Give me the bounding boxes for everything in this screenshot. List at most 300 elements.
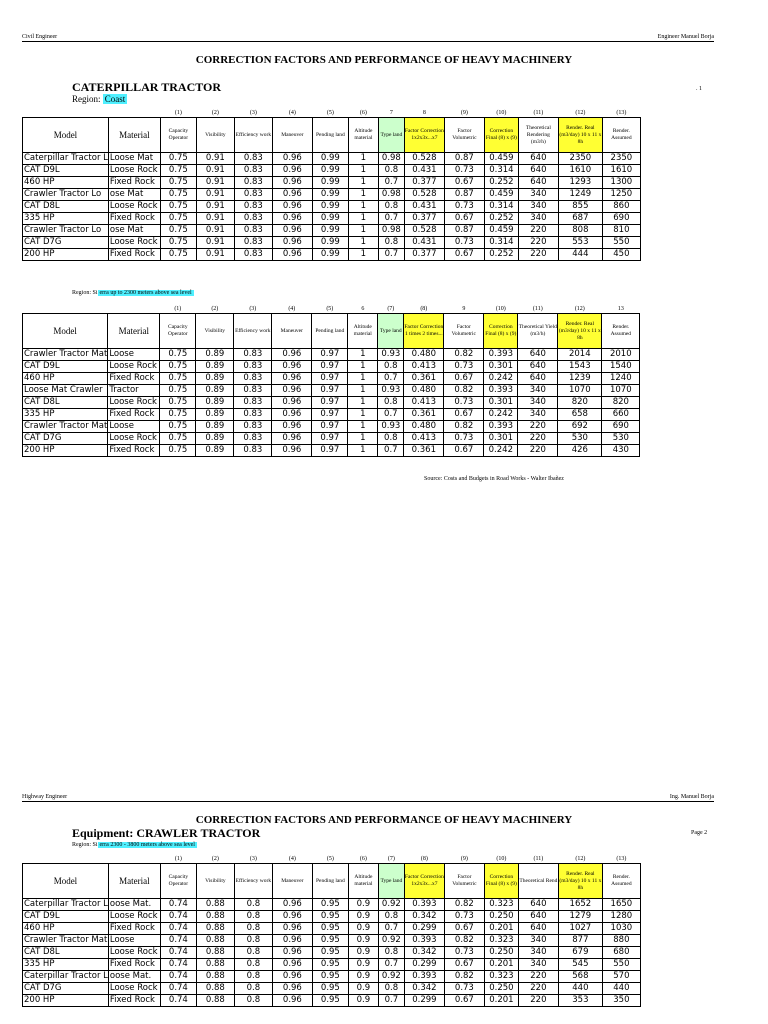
value-cell: 0.96: [272, 349, 312, 361]
column-header: Render. Real (m3/day) 10 x 11 x 8h: [558, 118, 602, 153]
value-cell: 0.67: [444, 959, 484, 971]
value-cell: 0.9: [348, 959, 378, 971]
value-cell: 0.73: [444, 201, 484, 213]
value-cell: 0.75: [160, 225, 196, 237]
value-cell: 1610: [558, 165, 602, 177]
value-cell: 820: [602, 397, 640, 409]
model-cell: Crawler Tractor Mat: [24, 935, 108, 945]
value-cell: 0.9: [348, 923, 378, 935]
page2-section-heading: Equipment: CRAWLER TRACTOR: [72, 826, 261, 840]
value-cell: 0.393: [484, 349, 518, 361]
value-cell: 0.301: [484, 361, 518, 373]
value-cell: 0.314: [484, 237, 518, 249]
table-row: [23, 213, 641, 225]
value-cell: 0.83: [234, 385, 272, 397]
header-left: Highway Engineer: [22, 794, 68, 800]
value-cell: 0.67: [444, 373, 484, 385]
value-cell: 1: [348, 189, 378, 201]
material-cell: oose Mat.: [108, 899, 160, 911]
value-cell: 0.96: [272, 189, 312, 201]
value-cell: 0.82: [444, 421, 484, 433]
value-cell: 353: [558, 995, 602, 1007]
value-cell: 0.431: [404, 165, 444, 177]
value-cell: 0.242: [484, 409, 518, 421]
column-number: (11): [533, 109, 544, 116]
value-cell: 0.89: [196, 397, 234, 409]
value-cell: 0.96: [272, 959, 312, 971]
value-cell: 0.96: [272, 923, 312, 935]
value-cell: 1540: [602, 361, 640, 373]
value-cell: 0.75: [160, 397, 196, 409]
value-cell: 1: [348, 153, 378, 165]
column-header: Type land: [378, 314, 404, 349]
value-cell: 0.8: [378, 397, 404, 409]
column-header: Visibility: [196, 864, 234, 899]
value-cell: 0.93: [378, 421, 404, 433]
value-cell: 340: [518, 189, 558, 201]
value-cell: 0.299: [404, 959, 444, 971]
column-number-row: [23, 108, 641, 118]
value-cell: 0.91: [196, 249, 234, 261]
value-cell: 640: [518, 165, 558, 177]
value-cell: 0.250: [484, 947, 518, 959]
material-cell: Loose Rock: [108, 433, 160, 445]
value-cell: 545: [558, 959, 602, 971]
value-cell: 0.75: [160, 237, 196, 249]
value-cell: 0.96: [272, 361, 312, 373]
value-cell: 0.83: [234, 165, 272, 177]
value-cell: 0.9: [348, 971, 378, 983]
value-cell: 0.82: [444, 899, 484, 911]
value-cell: 2350: [558, 153, 602, 165]
value-cell: 808: [558, 225, 602, 237]
value-cell: 0.361: [404, 445, 444, 457]
value-cell: 877: [558, 935, 602, 947]
column-header: Factor Correction 1x2x3x...x7: [404, 864, 444, 899]
material-cell: Loose: [108, 935, 160, 947]
value-cell: 0.96: [272, 911, 312, 923]
value-cell: 1293: [558, 177, 602, 189]
value-cell: 0.9: [348, 899, 378, 911]
table-row: [23, 923, 641, 935]
column-header: Material: [108, 864, 160, 899]
column-header: Correction Final (8) x (9): [484, 864, 518, 899]
value-cell: 1: [348, 225, 378, 237]
value-cell: 0.91: [196, 189, 234, 201]
column-header: Render. Real (m3/day) 10 x 11 x 8h: [558, 864, 602, 899]
value-cell: 350: [602, 995, 640, 1007]
table-row: [23, 201, 641, 213]
value-cell: 640: [518, 911, 558, 923]
value-cell: 0.7: [378, 959, 404, 971]
value-cell: 0.88: [196, 899, 234, 911]
model-cell: 335 HP: [23, 959, 109, 971]
value-cell: 0.74: [160, 935, 196, 947]
column-number: (11): [533, 855, 544, 862]
value-cell: 0.74: [160, 971, 196, 983]
value-cell: 0.87: [444, 225, 484, 237]
model-cell: Crawler Tractor Lo: [23, 225, 109, 237]
value-cell: 550: [602, 959, 640, 971]
value-cell: 0.83: [234, 433, 272, 445]
column-header: Pending land: [312, 864, 348, 899]
value-cell: 0.83: [234, 397, 272, 409]
table-row: [23, 971, 641, 983]
value-cell: 0.73: [444, 165, 484, 177]
page1-page-marker: . 1: [696, 86, 702, 92]
column-number-row: [23, 854, 641, 864]
value-cell: 0.459: [484, 225, 518, 237]
value-cell: 0.97: [312, 373, 348, 385]
value-cell: 0.7: [378, 409, 404, 421]
column-header: Model: [23, 314, 108, 349]
table-row: [23, 373, 640, 385]
value-cell: 0.82: [444, 385, 484, 397]
value-cell: 0.67: [444, 923, 484, 935]
value-cell: 0.83: [234, 237, 272, 249]
value-cell: 0.96: [272, 225, 312, 237]
table-row: [23, 959, 641, 971]
value-cell: 640: [518, 361, 558, 373]
value-cell: 0.242: [484, 373, 518, 385]
value-cell: 0.75: [160, 213, 196, 225]
column-header: Theoretical Yield (m3/h): [518, 314, 558, 349]
column-header: Maneuver: [272, 314, 312, 349]
model-cell: Caterpillar Tractor L: [24, 899, 108, 909]
value-cell: 0.95: [312, 935, 348, 947]
material-cell: Fixed Rock: [108, 373, 160, 385]
value-cell: 0.96: [272, 385, 312, 397]
value-cell: 1: [348, 373, 378, 385]
value-cell: 0.413: [404, 397, 444, 409]
column-header: Visibility: [196, 118, 234, 153]
value-cell: 0.96: [272, 971, 312, 983]
value-cell: 0.8: [378, 237, 404, 249]
value-cell: 0.301: [484, 397, 518, 409]
value-cell: 0.67: [444, 445, 484, 457]
column-header: Factor Volumetric: [444, 118, 484, 153]
value-cell: 0.431: [404, 201, 444, 213]
value-cell: 0.97: [312, 409, 348, 421]
value-cell: 0.8: [234, 911, 272, 923]
table-row: [23, 397, 640, 409]
value-cell: 1: [348, 177, 378, 189]
value-cell: 0.8: [234, 995, 272, 1007]
column-number: (11): [532, 305, 543, 312]
value-cell: 0.459: [484, 153, 518, 165]
value-cell: 0.93: [378, 385, 404, 397]
value-cell: 0.393: [404, 899, 444, 911]
page1-title: CORRECTION FACTORS AND PERFORMANCE OF HEAVY MACHINERY: [195, 54, 573, 66]
value-cell: 0.75: [160, 201, 196, 213]
value-cell: 0.9: [348, 911, 378, 923]
column-header: Factor Correction 1 times 2 times...: [404, 314, 444, 349]
table-row: [23, 899, 641, 911]
value-cell: 0.7: [378, 177, 404, 189]
value-cell: 0.252: [484, 213, 518, 225]
value-cell: 640: [518, 899, 558, 911]
value-cell: 0.8: [234, 947, 272, 959]
value-cell: 0.67: [444, 249, 484, 261]
table-row: [23, 445, 640, 457]
column-header: Efficiency work: [234, 864, 272, 899]
column-header: Maneuver: [272, 118, 312, 153]
value-cell: 530: [602, 433, 640, 445]
value-cell: 1: [348, 445, 378, 457]
model-cell: CAT D9L: [23, 165, 109, 177]
value-cell: 0.377: [404, 177, 444, 189]
value-cell: 220: [518, 983, 558, 995]
high-sierra-table: [22, 854, 641, 1007]
value-cell: 0.88: [196, 923, 234, 935]
value-cell: 0.528: [404, 189, 444, 201]
value-cell: 0.73: [444, 433, 484, 445]
value-cell: 0.89: [196, 361, 234, 373]
value-cell: 0.299: [404, 995, 444, 1007]
value-cell: 426: [558, 445, 602, 457]
value-cell: 1239: [558, 373, 602, 385]
value-cell: 0.250: [484, 983, 518, 995]
page1-header: [22, 34, 714, 42]
column-number: (1): [174, 305, 182, 312]
value-cell: 0.201: [484, 959, 518, 971]
value-cell: 0.74: [160, 995, 196, 1007]
column-number: (4): [288, 855, 296, 862]
value-cell: 0.74: [160, 983, 196, 995]
model-cell: 335 HP: [23, 409, 108, 421]
value-cell: 0.83: [234, 421, 272, 433]
value-cell: 1: [348, 213, 378, 225]
value-cell: 0.299: [404, 923, 444, 935]
value-cell: 0.99: [312, 225, 348, 237]
value-cell: 0.83: [234, 361, 272, 373]
page1-region: [72, 94, 127, 104]
value-cell: 0.75: [160, 189, 196, 201]
value-cell: 0.83: [234, 189, 272, 201]
model-cell: CAT D8L: [23, 397, 108, 409]
value-cell: 1652: [558, 899, 602, 911]
value-cell: 0.96: [272, 995, 312, 1007]
value-cell: 0.431: [404, 237, 444, 249]
column-header: Capacity Operator: [160, 314, 196, 349]
value-cell: 0.323: [484, 899, 518, 911]
column-number: (6): [359, 855, 367, 862]
value-cell: 1070: [558, 385, 602, 397]
value-cell: 0.393: [404, 971, 444, 983]
column-header: Theoretical Rendering (m3/h): [518, 118, 558, 153]
model-cell: CAT D8L: [23, 201, 109, 213]
value-cell: 0.99: [312, 153, 348, 165]
column-number: (7): [387, 305, 395, 312]
material-cell: Fixed Rock: [108, 409, 160, 421]
value-cell: 0.73: [444, 983, 484, 995]
value-cell: 0.67: [444, 177, 484, 189]
value-cell: 640: [518, 373, 558, 385]
value-cell: 0.74: [160, 959, 196, 971]
material-cell: Loose Rock: [108, 947, 160, 959]
value-cell: 0.95: [312, 983, 348, 995]
table-row: [23, 409, 640, 421]
column-number: (4): [288, 109, 296, 116]
value-cell: 1: [348, 349, 378, 361]
table-row: [23, 189, 641, 201]
value-cell: 0.9: [348, 935, 378, 947]
material-cell: Fixed Rock: [108, 249, 160, 261]
value-cell: 1: [348, 385, 378, 397]
model-cell: 200 HP: [23, 249, 109, 261]
value-cell: 0.95: [312, 959, 348, 971]
column-number-row: [23, 304, 640, 314]
column-header: Model: [23, 864, 109, 899]
column-number: (3): [249, 305, 257, 312]
value-cell: 0.82: [444, 349, 484, 361]
value-cell: 0.361: [404, 373, 444, 385]
region2-label: Region: Si: [72, 290, 98, 296]
table-row: [23, 935, 641, 947]
value-cell: 880: [602, 935, 640, 947]
value-cell: 0.96: [272, 947, 312, 959]
value-cell: 680: [602, 947, 640, 959]
value-cell: 660: [602, 409, 640, 421]
value-cell: 0.91: [196, 201, 234, 213]
value-cell: 220: [518, 249, 558, 261]
column-number: (4): [288, 305, 296, 312]
value-cell: 0.8: [378, 361, 404, 373]
value-cell: 0.480: [404, 421, 444, 433]
value-cell: 0.74: [160, 947, 196, 959]
value-cell: 0.73: [444, 947, 484, 959]
value-cell: 0.89: [196, 385, 234, 397]
value-cell: 0.361: [404, 409, 444, 421]
material-cell: Fixed Rock: [108, 995, 160, 1007]
value-cell: 1: [348, 249, 378, 261]
column-number: (6): [359, 109, 367, 116]
table-row: [23, 165, 641, 177]
value-cell: 0.97: [312, 349, 348, 361]
column-number: (12): [575, 855, 586, 862]
value-cell: 0.480: [404, 385, 444, 397]
value-cell: 1030: [602, 923, 640, 935]
value-cell: 0.8: [234, 899, 272, 911]
value-cell: 1279: [558, 911, 602, 923]
model-cell: CAT D7G: [23, 983, 109, 995]
column-number: (1): [174, 109, 182, 116]
value-cell: 0.75: [160, 421, 196, 433]
value-cell: 0.96: [272, 249, 312, 261]
value-cell: 0.528: [404, 153, 444, 165]
table-row: [23, 995, 641, 1007]
value-cell: 0.342: [404, 911, 444, 923]
value-cell: 0.96: [272, 213, 312, 225]
value-cell: 0.83: [234, 153, 272, 165]
value-cell: 2350: [602, 153, 640, 165]
model-cell: Crawler Tractor Mat: [24, 421, 108, 431]
value-cell: 0.96: [272, 433, 312, 445]
value-cell: 1027: [558, 923, 602, 935]
value-cell: 0.88: [196, 911, 234, 923]
value-cell: 0.7: [378, 445, 404, 457]
value-cell: 0.201: [484, 995, 518, 1007]
value-cell: 0.96: [272, 165, 312, 177]
value-cell: 0.98: [378, 225, 404, 237]
value-cell: 0.8: [234, 959, 272, 971]
value-cell: 1: [348, 165, 378, 177]
value-cell: 0.83: [234, 349, 272, 361]
table-row: [23, 947, 641, 959]
value-cell: 570: [602, 971, 640, 983]
region2-value: erra up to 2300 meters above sea level: [99, 290, 192, 296]
column-number: 7: [389, 109, 393, 116]
column-number: (13): [616, 855, 627, 862]
value-cell: 220: [518, 995, 558, 1007]
value-cell: 0.75: [160, 153, 196, 165]
value-cell: 0.75: [160, 177, 196, 189]
value-cell: 1: [348, 433, 378, 445]
sierra-table: [22, 304, 640, 457]
value-cell: 0.83: [234, 213, 272, 225]
header-left: Civil Engineer: [22, 34, 58, 40]
column-number: (5): [326, 855, 334, 862]
value-cell: 640: [518, 153, 558, 165]
value-cell: 0.95: [312, 947, 348, 959]
value-cell: 0.75: [160, 249, 196, 261]
value-cell: 1240: [602, 373, 640, 385]
value-cell: 0.99: [312, 201, 348, 213]
value-cell: 0.67: [444, 409, 484, 421]
material-cell: Fixed Rock: [108, 923, 160, 935]
column-header: Maneuver: [272, 864, 312, 899]
column-header: Correction Final (8) x (9): [484, 118, 518, 153]
value-cell: 0.91: [196, 177, 234, 189]
value-cell: 0.342: [404, 947, 444, 959]
column-header: Factor Volumetric: [444, 864, 484, 899]
material-cell: Loose Rock: [108, 911, 160, 923]
model-cell: CAT D7G: [23, 237, 109, 249]
column-header: Model: [23, 118, 109, 153]
value-cell: 0.75: [160, 165, 196, 177]
column-number: (10): [495, 305, 506, 312]
value-cell: 0.83: [234, 373, 272, 385]
column-header: Altitude material: [348, 864, 378, 899]
value-cell: 0.342: [404, 983, 444, 995]
value-cell: 340: [518, 397, 558, 409]
value-cell: 0.314: [484, 201, 518, 213]
value-cell: 0.83: [234, 201, 272, 213]
table-row: [23, 433, 640, 445]
value-cell: 0.8: [378, 911, 404, 923]
value-cell: 440: [602, 983, 640, 995]
value-cell: 1: [348, 421, 378, 433]
value-cell: 0.480: [404, 349, 444, 361]
header-row: [23, 118, 641, 153]
table-row: [23, 249, 641, 261]
value-cell: 0.9: [348, 947, 378, 959]
model-cell: CAT D9L: [23, 911, 109, 923]
material-cell: Fixed Rock: [108, 177, 160, 189]
column-header: Altitude material: [348, 118, 378, 153]
value-cell: 1: [348, 397, 378, 409]
table-row: [23, 421, 640, 433]
material-cell: Fixed Rock: [108, 445, 160, 457]
value-cell: 0.95: [312, 995, 348, 1007]
value-cell: 444: [558, 249, 602, 261]
value-cell: 1: [348, 361, 378, 373]
value-cell: 0.73: [444, 911, 484, 923]
column-number: (9): [460, 109, 468, 116]
value-cell: 0.91: [196, 165, 234, 177]
value-cell: 1610: [602, 165, 640, 177]
page2-header: [22, 794, 714, 802]
